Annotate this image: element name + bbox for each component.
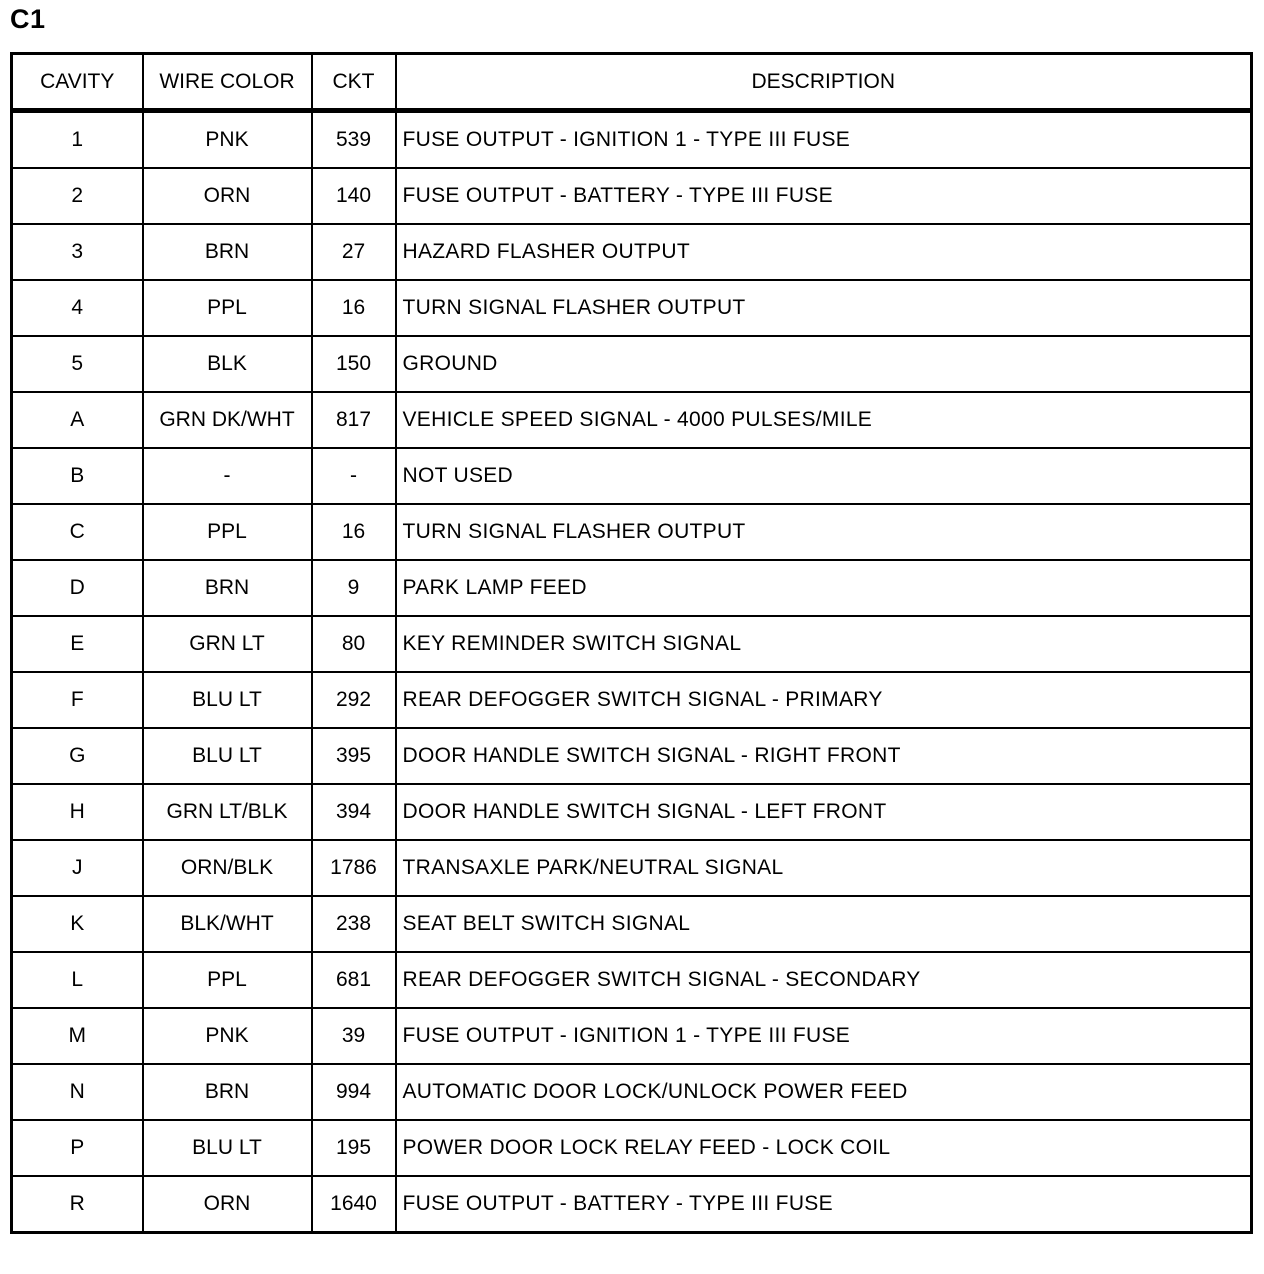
cell-ckt: 27 [312, 224, 396, 280]
cell-cavity: 1 [12, 111, 143, 169]
connector-pinout-table [10, 52, 1253, 1234]
table-row [12, 504, 1252, 560]
cell-wire-color: PNK [143, 111, 312, 169]
header-cavity: CAVITY [12, 54, 143, 111]
cell-description: REAR DEFOGGER SWITCH SIGNAL - SECONDARY [396, 952, 1252, 1008]
cell-wire-color: GRN LT/BLK [143, 784, 312, 840]
table-row [12, 1008, 1252, 1064]
connector-title: C1 [10, 4, 46, 34]
table-row [12, 784, 1252, 840]
header-wire-color: WIRE COLOR [143, 54, 312, 111]
cell-ckt: - [312, 448, 396, 504]
table-row [12, 168, 1252, 224]
cell-wire-color: PPL [143, 952, 312, 1008]
table-header-row [12, 54, 1252, 111]
cell-description: FUSE OUTPUT - IGNITION 1 - TYPE III FUSE [396, 111, 1252, 169]
table-row [12, 672, 1252, 728]
table-row [12, 896, 1252, 952]
cell-cavity: 3 [12, 224, 143, 280]
table-row [12, 1064, 1252, 1120]
cell-description: TURN SIGNAL FLASHER OUTPUT [396, 504, 1252, 560]
cell-wire-color: - [143, 448, 312, 504]
table-row [12, 224, 1252, 280]
cell-wire-color: BLU LT [143, 728, 312, 784]
cell-cavity: G [12, 728, 143, 784]
cell-cavity: 2 [12, 168, 143, 224]
cell-description: VEHICLE SPEED SIGNAL - 4000 PULSES/MILE [396, 392, 1252, 448]
cell-wire-color: BLK/WHT [143, 896, 312, 952]
cell-ckt: 195 [312, 1120, 396, 1176]
cell-description: AUTOMATIC DOOR LOCK/UNLOCK POWER FEED [396, 1064, 1252, 1120]
cell-cavity: J [12, 840, 143, 896]
cell-wire-color: PNK [143, 1008, 312, 1064]
cell-cavity: N [12, 1064, 143, 1120]
cell-ckt: 292 [312, 672, 396, 728]
cell-wire-color: BLU LT [143, 672, 312, 728]
cell-ckt: 140 [312, 168, 396, 224]
cell-ckt: 9 [312, 560, 396, 616]
cell-ckt: 80 [312, 616, 396, 672]
cell-ckt: 539 [312, 111, 396, 169]
cell-cavity: H [12, 784, 143, 840]
cell-ckt: 1786 [312, 840, 396, 896]
table-row [12, 1120, 1252, 1176]
cell-description: TRANSAXLE PARK/NEUTRAL SIGNAL [396, 840, 1252, 896]
cell-ckt: 681 [312, 952, 396, 1008]
table-row [12, 392, 1252, 448]
cell-description: KEY REMINDER SWITCH SIGNAL [396, 616, 1252, 672]
cell-cavity: P [12, 1120, 143, 1176]
cell-ckt: 238 [312, 896, 396, 952]
table-row [12, 1176, 1252, 1233]
cell-ckt: 394 [312, 784, 396, 840]
cell-wire-color: GRN DK/WHT [143, 392, 312, 448]
cell-description: POWER DOOR LOCK RELAY FEED - LOCK COIL [396, 1120, 1252, 1176]
cell-ckt: 39 [312, 1008, 396, 1064]
cell-description: PARK LAMP FEED [396, 560, 1252, 616]
cell-description: FUSE OUTPUT - BATTERY - TYPE III FUSE [396, 1176, 1252, 1233]
cell-wire-color: GRN LT [143, 616, 312, 672]
cell-wire-color: PPL [143, 504, 312, 560]
cell-cavity: R [12, 1176, 143, 1233]
cell-cavity: M [12, 1008, 143, 1064]
cell-cavity: 5 [12, 336, 143, 392]
cell-cavity: 4 [12, 280, 143, 336]
cell-wire-color: BRN [143, 1064, 312, 1120]
header-description: DESCRIPTION [396, 54, 1252, 111]
table-row [12, 111, 1252, 169]
cell-description: TURN SIGNAL FLASHER OUTPUT [396, 280, 1252, 336]
cell-ckt: 150 [312, 336, 396, 392]
cell-wire-color: ORN/BLK [143, 840, 312, 896]
cell-description: GROUND [396, 336, 1252, 392]
cell-wire-color: BLK [143, 336, 312, 392]
cell-cavity: D [12, 560, 143, 616]
cell-wire-color: BRN [143, 560, 312, 616]
table-row [12, 728, 1252, 784]
cell-wire-color: PPL [143, 280, 312, 336]
cell-wire-color: ORN [143, 1176, 312, 1233]
cell-cavity: L [12, 952, 143, 1008]
cell-cavity: E [12, 616, 143, 672]
cell-cavity: B [12, 448, 143, 504]
connector-table-container [10, 52, 1250, 1234]
table-row [12, 952, 1252, 1008]
cell-description: FUSE OUTPUT - BATTERY - TYPE III FUSE [396, 168, 1252, 224]
cell-ckt: 16 [312, 280, 396, 336]
table-row [12, 560, 1252, 616]
cell-ckt: 395 [312, 728, 396, 784]
cell-ckt: 16 [312, 504, 396, 560]
cell-cavity: K [12, 896, 143, 952]
cell-cavity: F [12, 672, 143, 728]
cell-description: DOOR HANDLE SWITCH SIGNAL - RIGHT FRONT [396, 728, 1252, 784]
cell-wire-color: ORN [143, 168, 312, 224]
cell-cavity: A [12, 392, 143, 448]
cell-cavity: C [12, 504, 143, 560]
table-row [12, 840, 1252, 896]
table-row [12, 616, 1252, 672]
header-ckt: CKT [312, 54, 396, 111]
cell-ckt: 817 [312, 392, 396, 448]
table-row [12, 336, 1252, 392]
cell-ckt: 1640 [312, 1176, 396, 1233]
cell-wire-color: BRN [143, 224, 312, 280]
table-body [12, 111, 1252, 1233]
cell-description: HAZARD FLASHER OUTPUT [396, 224, 1252, 280]
cell-wire-color: BLU LT [143, 1120, 312, 1176]
table-row [12, 280, 1252, 336]
cell-description: DOOR HANDLE SWITCH SIGNAL - LEFT FRONT [396, 784, 1252, 840]
cell-description: FUSE OUTPUT - IGNITION 1 - TYPE III FUSE [396, 1008, 1252, 1064]
cell-description: NOT USED [396, 448, 1252, 504]
table-row [12, 448, 1252, 504]
cell-description: REAR DEFOGGER SWITCH SIGNAL - PRIMARY [396, 672, 1252, 728]
cell-ckt: 994 [312, 1064, 396, 1120]
cell-description: SEAT BELT SWITCH SIGNAL [396, 896, 1252, 952]
